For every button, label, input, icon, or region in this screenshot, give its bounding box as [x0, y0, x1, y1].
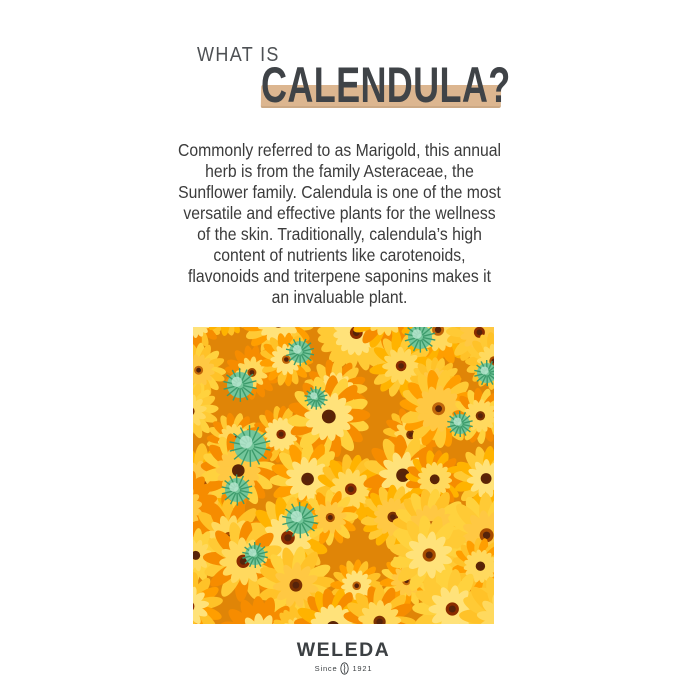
weleda-logo: WELEDA — [296, 639, 391, 661]
intro-line: Commonly referred to as Marigold, this annual — [177, 140, 502, 160]
intro-line: content of nutrients like carotenoids, — [213, 245, 466, 265]
intro-line: herb is from the family Asteraceae, the — [205, 161, 474, 181]
intro-line: Sunflower family. Calendula is one of the most — [178, 182, 501, 202]
since-label: Since — [314, 663, 338, 673]
intro-line: versatile and effective plants for the wellness — [183, 203, 496, 223]
brand-footer — [4, 641, 679, 675]
since-year: 1921 — [352, 663, 373, 673]
intro-line: of the skin. Traditionally, calendula’s high — [197, 224, 482, 244]
title-main — [261, 57, 513, 113]
intro-paragraph — [34, 140, 645, 308]
intro-line: an invaluable plant. — [271, 287, 408, 307]
page-title: CALENDULA? — [261, 57, 511, 113]
calendula-flowers-image — [193, 327, 494, 624]
calendula-photo — [193, 327, 494, 624]
title-kicker: WHAT IS — [197, 44, 280, 66]
brand-since — [4, 662, 679, 675]
weleda-emblem-icon — [340, 662, 349, 675]
intro-line: flavonoids and triterpene saponins makes it — [188, 266, 491, 286]
